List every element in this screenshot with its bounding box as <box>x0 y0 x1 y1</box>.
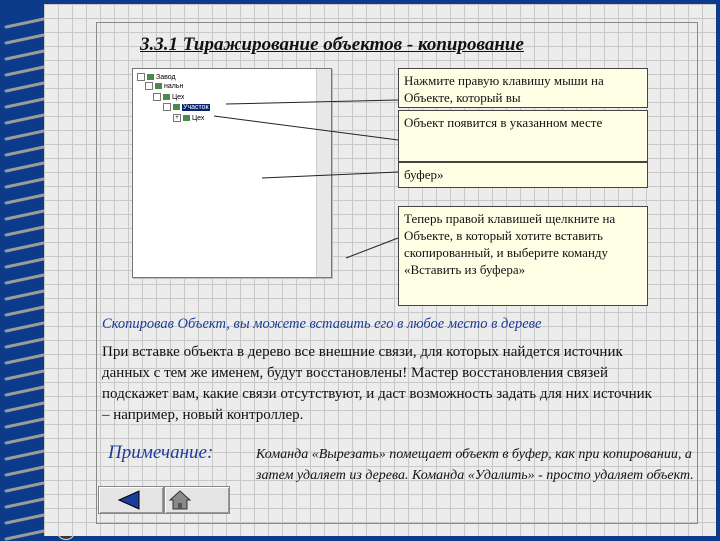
lead-text: Скопировав Объект, вы можете вставить его в любое место в дереве <box>102 316 542 332</box>
tree-node-label: нальн <box>164 82 184 90</box>
house-icon <box>165 487 195 513</box>
callout-buffer: буфер» <box>398 162 648 188</box>
back-button[interactable] <box>98 486 164 514</box>
page-title: 3.3.1 Тиражирование объектов - копирование <box>140 34 524 55</box>
callout-object-appears: Объект появится в указанном месте <box>398 110 648 162</box>
callout-right-click: Нажмите правую клавишу мыши на Объекте, который вы <box>398 68 648 108</box>
home-button[interactable] <box>164 486 230 514</box>
body-paragraph: При вставке объекта в дерево все внешние связи, для которых найдется источник данных с тем же именем, будут восстановлены! Мастер восстановления связей подскажет вам, какие связи отсутствуют, и даст возможность задать для них источник – например, новый контроллер. <box>102 344 652 423</box>
leader-line <box>226 100 398 104</box>
leader-line <box>214 116 398 140</box>
leader-line <box>262 172 398 178</box>
tree-node-label: Цех <box>172 93 185 101</box>
tree-expander[interactable]: + <box>173 114 181 122</box>
triangle-left-icon <box>99 487 163 513</box>
tree-node-label: Участок <box>183 103 209 111</box>
tree-node-label: Цех <box>192 114 205 122</box>
callout-paste-instructions: Теперь правой клавишей щелкните на Объекте, в который хотите вставить скопированный, и выберите команду «Вставить из буфера» <box>398 206 648 306</box>
note-label: Примечание: <box>108 442 214 463</box>
tree-node-label: Завод <box>156 73 176 81</box>
leader-line <box>346 238 398 258</box>
note-text: Команда «Вырезать» помещает объект в буфер, как при копировании, а затем удаляет из дерева. Команда «Удалить» - просто удаляет объект. <box>256 447 694 483</box>
